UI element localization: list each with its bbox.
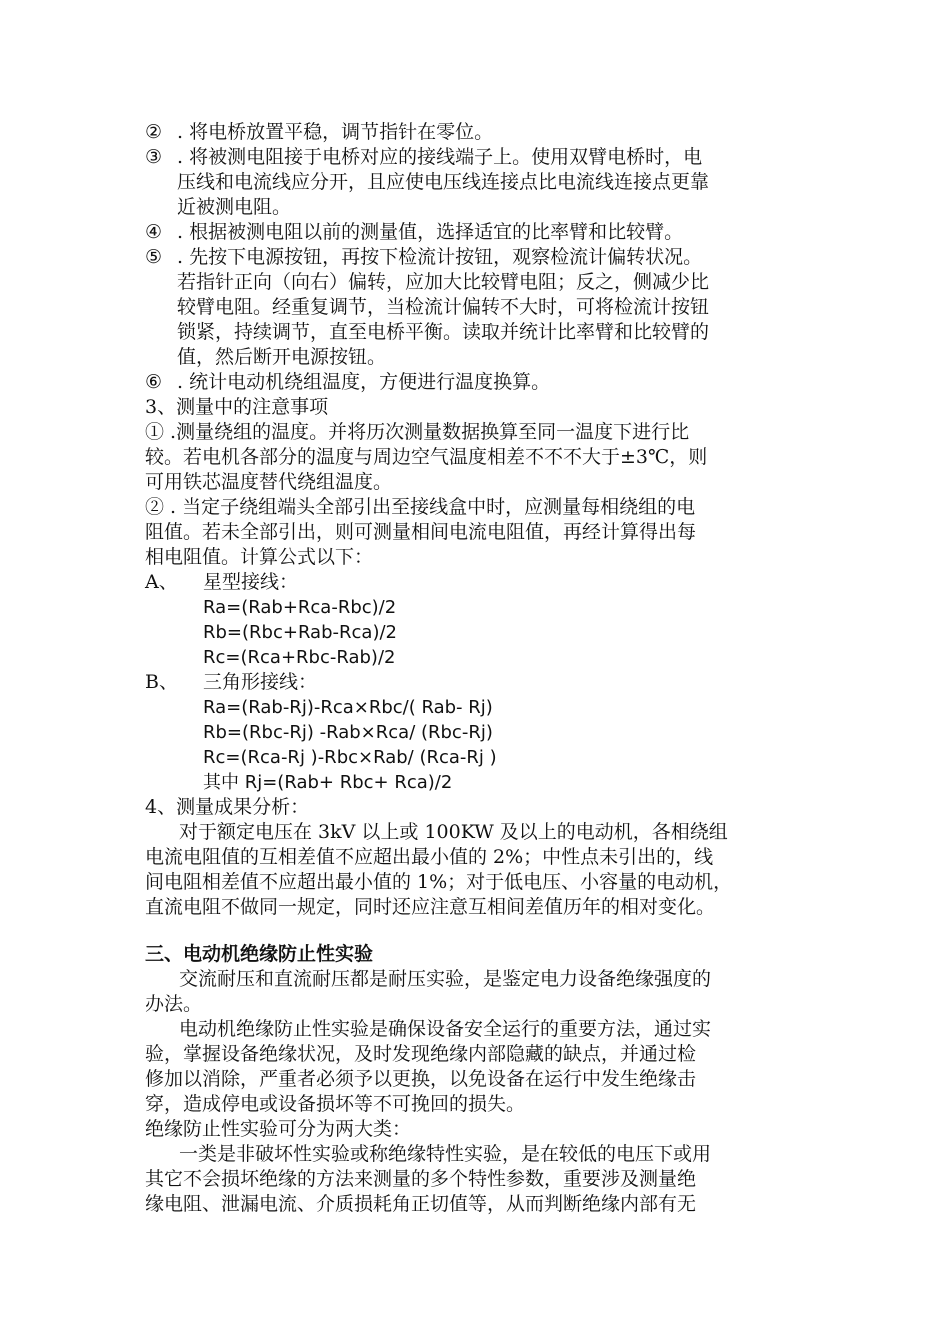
step-number: ③ [145, 146, 163, 168]
part-title: 三、电动机绝缘防止性实验 [145, 943, 374, 965]
text-line: 直流电阻不做同一规定，同时还应注意互相间差值历年的相对变化。 [145, 896, 716, 918]
text-line: 相电阻值。计算公式以下： [145, 546, 374, 568]
formula: Ra=(Rab+Rca-Rbc)/2 [203, 597, 397, 618]
text-line: ① .测量绕组的温度。并将历次测量数据换算至同一温度下进行比 [145, 421, 690, 443]
text-line: 验，掌握设备绝缘状况，及时发现绝缘内部隐藏的缺点，并通过检 [145, 1043, 697, 1065]
step-text [177, 370, 815, 395]
paragraph [145, 1017, 815, 1117]
text-line: 可用铁芯温度替代绕组温度。 [145, 471, 393, 493]
text-line: . 根据被测电阻以前的测量值，选择适宜的比率臂和比较臂。 [177, 221, 684, 243]
list-title: 星型接线： [203, 571, 299, 593]
text-line: 较。若电机各部分的温度与周边空气温度相差不不不大于±3℃，则 [145, 446, 708, 468]
step-text [177, 245, 815, 370]
list-title: 三角形接线： [203, 671, 318, 693]
step-item [145, 120, 815, 145]
list-label: B、 [145, 671, 178, 693]
text-line: 电流电阻值的互相差值不应超出最小值的 2%；中性点未引出的，线 [145, 846, 714, 868]
step-number: ② [145, 121, 163, 143]
text-line: . 先按下电源按钮，再按下检流计按钮，观察检流计偏转状况。 [177, 246, 703, 268]
text-line: 值，然后断开电源按钮。 [177, 346, 387, 368]
formula: Rc=(Rca+Rbc-Rab)/2 [203, 647, 396, 668]
list-label: A、 [145, 571, 178, 593]
step-number: ⑤ [145, 246, 163, 268]
formula: 其中 Rj=(Rab+ Rbc+ Rca)/2 [203, 772, 453, 793]
text-line: . 统计电动机绕组温度，方便进行温度换算。 [177, 371, 551, 393]
text-line: 阻值。若未全部引出，则可测量相间电流电阻值，再经计算得出每 [145, 521, 697, 543]
text-line: 锁紧，持续调节，直至电桥平衡。读取并统计比率臂和比较臂的 [177, 321, 710, 343]
page-content [145, 120, 815, 1217]
text-line: 穿，造成停电或设备损坏等不可挽回的损失。 [145, 1093, 526, 1115]
text-line: 缘电阻、泄漏电流、介质损耗角正切值等，从而判断绝缘内部有无 [145, 1193, 697, 1215]
step-item [145, 145, 815, 220]
step-text [177, 220, 815, 245]
formula: Rc=(Rca-Rj )-Rbc×Rab/ (Rca-Rj ) [203, 747, 497, 768]
star-formulas [145, 595, 815, 670]
analysis-paragraph [145, 820, 815, 920]
text-line: 交流耐压和直流耐压都是耐压实验，是鉴定电力设备绝缘强度的 [179, 968, 712, 990]
step-item [145, 245, 815, 370]
text-line: 若指针正向（向右）偏转，应加大比较臂电阻；反之，侧减少比 [177, 271, 710, 293]
section-heading: 4、测量成果分析： [145, 796, 310, 818]
paragraph [145, 967, 815, 1017]
note-paragraph-2 [145, 495, 815, 570]
step-item [145, 220, 815, 245]
formula: Rb=(Rbc-Rj) -Rab×Rca/ (Rbc-Rj) [203, 722, 493, 743]
text-line: 一类是非破坏性实验或称绝缘特性实验，是在较低的电压下或用 [179, 1143, 712, 1165]
step-item [145, 370, 815, 395]
text-line: 对于额定电压在 3kV 以上或 100KW 及以上的电动机，各相绕组 [179, 821, 728, 843]
step-number: ⑥ [145, 371, 163, 393]
text-line: 修加以消除，严重者必须予以更换，以免设备在运行中发生绝缘击 [145, 1068, 697, 1090]
text-line: 绝缘防止性实验可分为两大类： [145, 1118, 412, 1140]
formula: Ra=(Rab-Rj)-Rca×Rbc/( Rab- Rj) [203, 697, 493, 718]
paragraph [145, 1142, 815, 1217]
delta-formulas [145, 695, 815, 795]
text-line: ② . 当定子绕组端头全部引出至接线盒中时，应测量每相绕组的电 [145, 496, 696, 518]
formula: Rb=(Rbc+Rab-Rca)/2 [203, 622, 397, 643]
paragraph [145, 1117, 815, 1142]
section-heading: 3、测量中的注意事项 [145, 396, 329, 418]
text-line: 办法。 [145, 993, 203, 1015]
note-paragraph-1 [145, 420, 815, 495]
step-number: ④ [145, 221, 163, 243]
text-line: 压线和电流线应分开，且应使电压线连接点比电流线连接点更靠 [177, 171, 710, 193]
text-line: 较臂电阻。经重复调节，当检流计偏转不大时，可将检流计按钮 [177, 296, 710, 318]
delta-connection-heading [145, 670, 815, 695]
star-connection-heading [145, 570, 815, 595]
step-text [177, 145, 815, 220]
step-text [177, 120, 815, 145]
text-line: 其它不会损坏绝缘的方法来测量的多个特性参数，重要涉及测量绝 [145, 1168, 697, 1190]
text-line: . 将被测电阻接于电桥对应的接线端子上。使用双臂电桥时，电 [177, 146, 703, 168]
part-body [145, 967, 815, 1217]
text-line: . 将电桥放置平稳，调节指针在零位。 [177, 121, 494, 143]
text-line: 近被测电阻。 [177, 196, 292, 218]
text-line: 电动机绝缘防止性实验是确保设备安全运行的重要方法，通过实 [179, 1018, 712, 1040]
text-line: 间电阻相差值不应超出最小值的 1%；对于低电压、小容量的电动机， [145, 871, 733, 893]
